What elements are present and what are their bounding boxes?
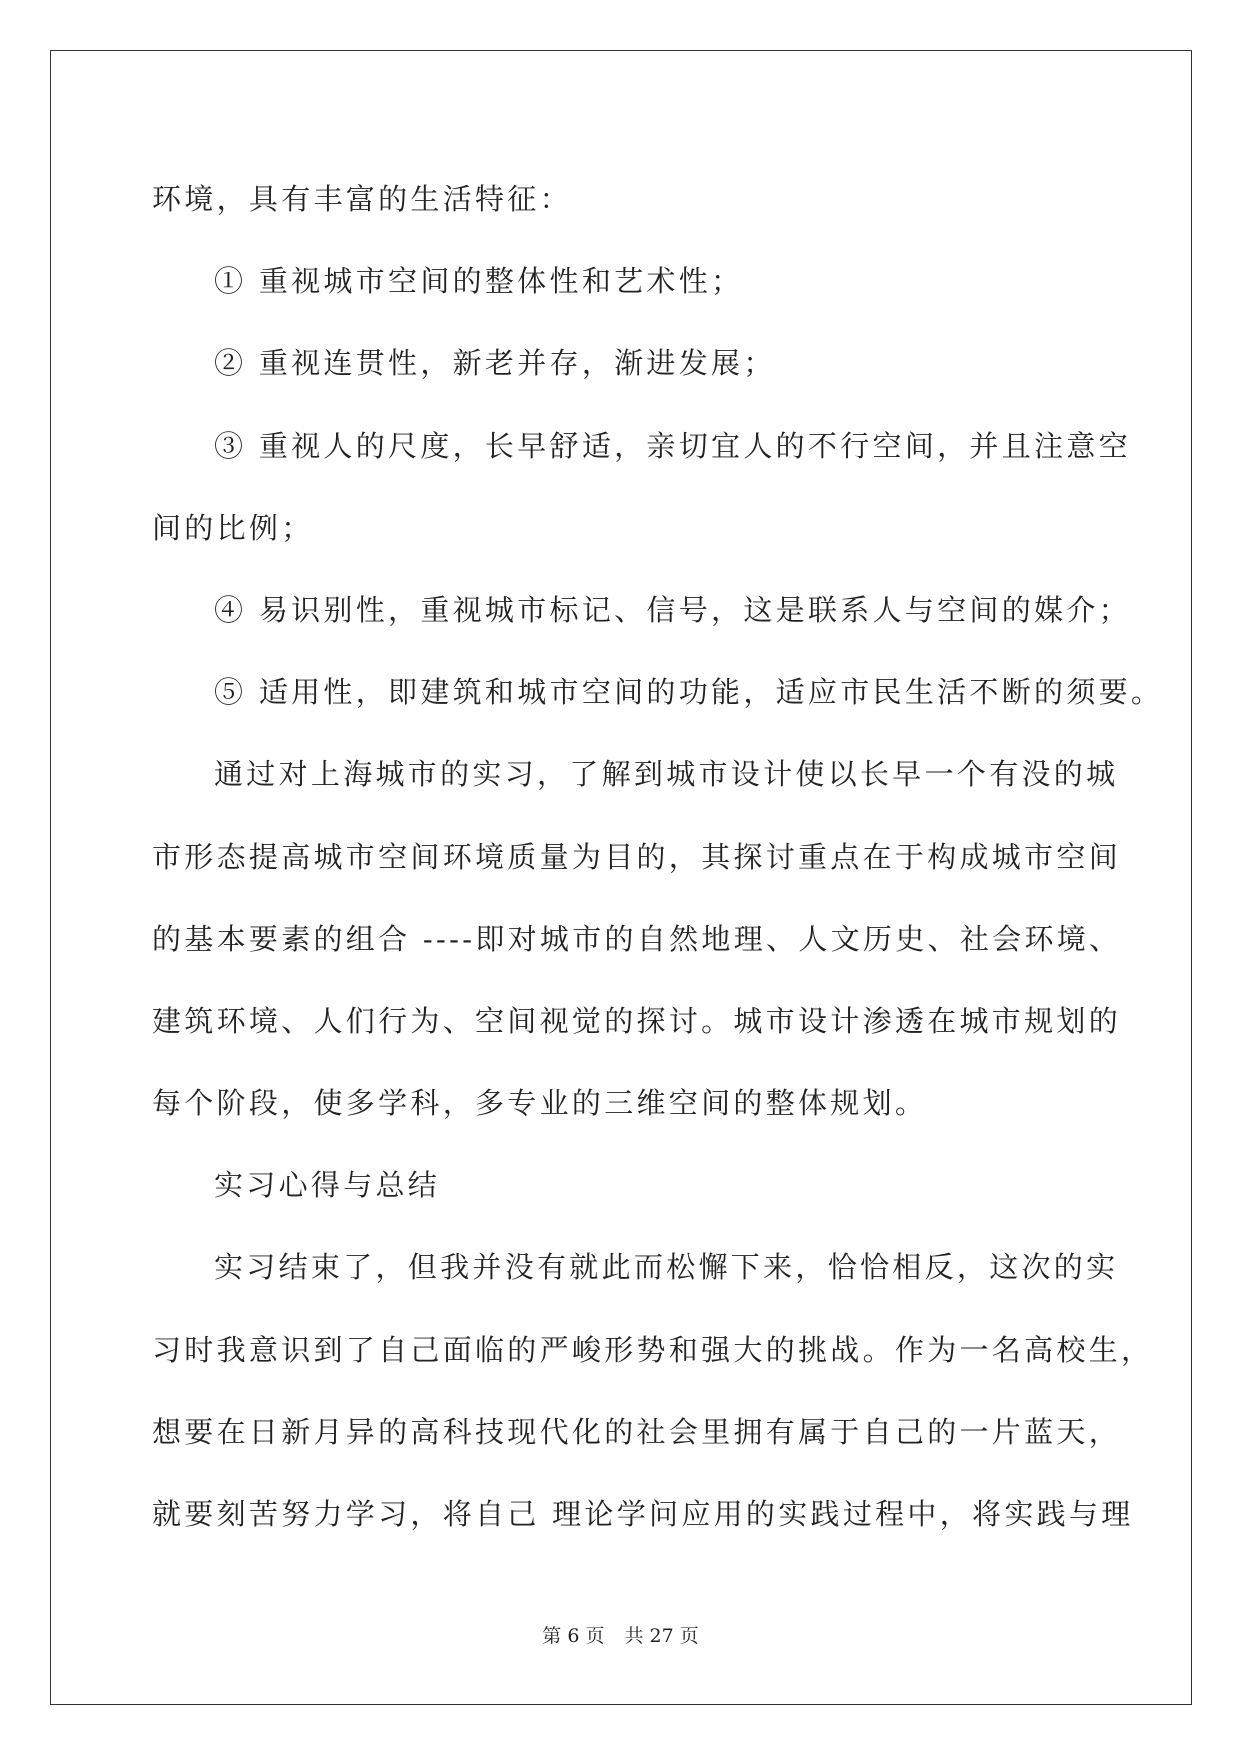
text-line: 每个阶段，使多学科，多专业的三维空间的整体规划。 (152, 1086, 928, 1121)
text-line: ④ 易识别性，重视城市标记、信号，这是联系人与空间的媒介； (214, 592, 1131, 627)
text-line: ③ 重视人的尺度，长早舒适，亲切宜人的不行空间，并且注意空 (214, 428, 1131, 463)
page-number: 第 6 页 (542, 1625, 605, 1647)
text-line: 实习结束了，但我并没有就此而松懈下来，恰恰相反，这次的实 (214, 1250, 1119, 1285)
text-line: 就要刻苦努力学习，将自己 理论学问应用的实践过程中，将实践与理 (152, 1497, 1134, 1531)
page-total: 共 27 页 (624, 1625, 699, 1647)
text-line: ⑤ 适用性，即建筑和城市空间的功能，适应市民生活不断的须要。 (214, 675, 1164, 710)
text-line: 环境，具有丰富的生活特征： (152, 182, 572, 216)
text-line: 间的比例； (152, 510, 314, 545)
text-line: 建筑环境、人们行为、空间视觉的探讨。城市设计渗透在城市规划的 (152, 1003, 1122, 1038)
document-body (152, 158, 1164, 1555)
text-line: 通过对上海城市的实习，了解到城市设计使以长早一个有没的城 (214, 757, 1119, 792)
text-line: 的基本要素的组合 ----即对城市的自然地理、人文历史、社会环境、 (152, 921, 1122, 956)
text-line: ② 重视连贯性，新老并存，渐进发展； (214, 346, 776, 381)
text-line: ① 重视城市空间的整体性和艺术性； (214, 264, 744, 299)
text-line: 市形态提高城市空间环境质量为目的，其探讨重点在于构成城市空间 (152, 839, 1122, 874)
text-line: 习时我意识到了自己面临的严峻形势和强大的挑战。作为一名高校生， (152, 1332, 1154, 1367)
text-line: 想要在日新月异的高科技现代化的社会里拥有属于自己的一片蓝天， (152, 1414, 1122, 1449)
text-line: 实习心得与总结 (214, 1168, 441, 1203)
page-footer (0, 1624, 1241, 1648)
